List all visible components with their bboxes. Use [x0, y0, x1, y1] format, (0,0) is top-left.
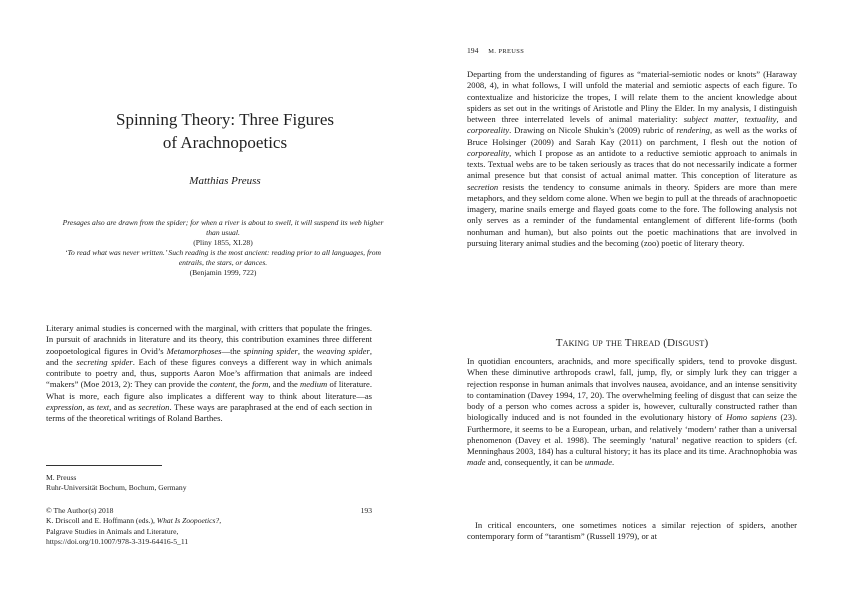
epigraph	[62, 218, 384, 278]
doi-link[interactable]: https://doi.org/10.1007/978-3-319-64416-5_11	[46, 536, 189, 546]
author-affiliation: M. Preuss Ruhr-Universität Bochum, Bochum, Germany	[46, 473, 187, 492]
epigraph-quote-2: ‘To read what was never written.’ Such reading is the most ancient: reading prior to all languages, from entrails, the stars, or dances.	[64, 248, 382, 267]
footnote-divider	[46, 465, 162, 466]
citation-line: K. Driscoll and E. Hoffmann (eds.), What Is Zoopoetics?,	[46, 516, 222, 526]
epigraph-source-2: (Benjamin 1999, 722)	[189, 268, 257, 277]
copyright-block	[46, 506, 372, 547]
running-head: M. PREUSS	[488, 48, 525, 55]
body-paragraph-3: In critical encounters, one sometimes notices a similar rejection of spiders, another contemporary form of “tarantism” (Russell 1979), or at	[467, 520, 797, 542]
right-page	[421, 0, 842, 596]
section-heading: Taking up the Thread (Disgust)	[555, 337, 709, 349]
epigraph-quote-1: Presages also are drawn from the spider; for when a river is about to swell, it will suspend its web higher than usual.	[62, 218, 384, 237]
page-number-right: 194	[467, 46, 479, 55]
chapter-author: Matthias Preuss	[189, 175, 261, 187]
citation-series: Palgrave Studies in Animals and Literature,	[46, 526, 179, 536]
page-header	[467, 46, 524, 55]
copyright-notice: © The Author(s) 2018	[46, 506, 114, 515]
epigraph-source-1: (Pliny 1855, XI.28)	[193, 238, 253, 247]
body-paragraph-2: In quotidian encounters, arachnids, and more specifically spiders, tend to provoke disgust. When these diminutive arthropods crawl, fall, jump, fly, or simply lurk they can trigger a rejection response in human animals that involves nausea, avoidance, and an intense sensitivity to contamination (Davey 1994, 17, 20). The overwhelming feeling of disgust that can seize the body of a person who comes across a spider is, however, culturally constructed rather than biologically induced and is not founded in the evolutionary history of Homo sapiens (23). Furthermore, it seems to be a European, urban, and relatively ‘modern’ rather than a universal phenomenon (Davey et al. 1998). The seemingly ‘natural’ negative reaction to spiders (cf. Menninghaus 2003, 184) has a cultural history; it has its place and its time. Arachnophobia was made and, consequently, it can be unmade.	[467, 356, 797, 468]
intro-paragraph: Literary animal studies is concerned with the marginal, with critters that populate the fringes. In pursuit of arachnids in literature and its theory, this contribution examines three different zoopoetological figures in Ovid’s Metamorphoses—the spinning spider, the weaving spider, and the secreting spider. Each of these figures conveys a different way in which animals contribute to poetry and, thus, supports Aaron Moe’s affirmation that animals are indeed “makers” (Moe 2013, 2): They can provide the content, the form, and the medium of literature. What is more, each figure also implicates a different way to think about literature—as expression, as text, and as secretion. These ways are paraphrased at the end of each section in terms of the theoretical writings of Roland Barthes.	[46, 323, 373, 423]
body-paragraph-1: Departing from the understanding of figures as “material-semiotic nodes or knots” (Haraway 2008, 4), in what follows, I will unfold the material and semiotic aspects of each figure. To contextualize and historicize the tropes, I will relate them to the ancient knowledge about spiders as set out in the writings of Aristotle and Pliny the Elder. In my analysis, I distinguish between three interrelated levels of animal materiality: subject matter, textuality, and corporeality. Drawing on Nicole Shukin’s (2009) rubric of rendering, as well as the works of Bruce Holsinger (2009) and Sarah Kay (2011) on parchment, I flesh out the notion of corporeality, which I propose as an antidote to a reductive semiotic approach to animals in texts. Textual webs are to be taken seriously as traces that do not necessarily indicate a former animal presence but that consist of actual animal matter. This conception of literature as secretion resists the tendency to consume animals in theory. Spiders are more than mere metaphors, and they seldom come alone. When we begin to pull at the threads of arachnopoetic imagery, marine snails emerge and flayed goats come to the fore. The following analysis not only serves as a reminder of the fundamental entanglement of different life-forms (both nonhuman and human), but also points out the poetic machinations that are involved in pursuing literary animal studies and the becoming (zoo) poetic of literary theory.	[467, 69, 797, 248]
chapter-title: Spinning Theory: Three Figures of Arachnopoetics	[116, 110, 334, 152]
page-number-left: 193	[360, 506, 372, 515]
